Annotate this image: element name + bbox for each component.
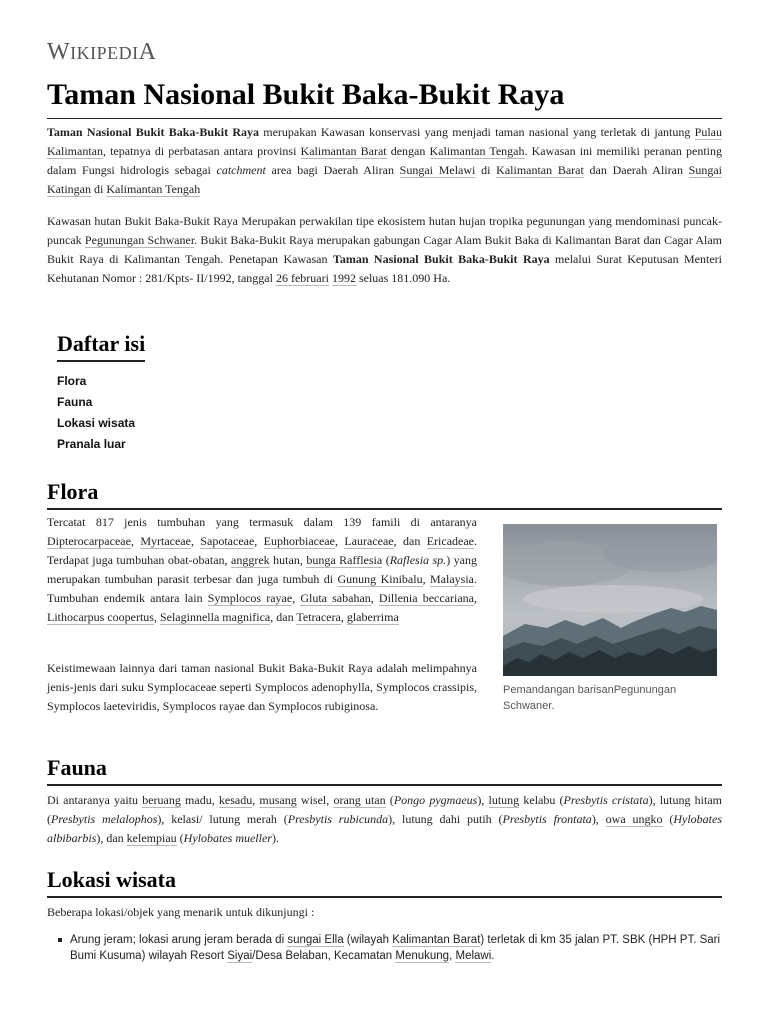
text: ), lutung hitam ( <box>47 793 722 826</box>
text: ( <box>662 812 674 826</box>
toc-title: Daftar isi <box>57 330 145 362</box>
lokasi-list <box>57 932 722 964</box>
text: (wilayah <box>343 934 393 946</box>
text: /Desa Belaban, Kecamatan <box>252 950 396 962</box>
text: Arung jeram; lokasi arung jeram berada di <box>70 934 288 946</box>
toc-item-flora[interactable]: Flora <box>57 374 87 388</box>
text: , <box>474 591 477 605</box>
toc-item-pranala-luar[interactable]: Pranala luar <box>57 437 126 451</box>
text: hutan, <box>269 553 307 567</box>
link-ericadeae[interactable]: Ericadeae <box>426 534 475 548</box>
link-glaberrima[interactable]: glaberrima <box>346 610 399 624</box>
link-kalimantan-tengah[interactable]: Kalimantan Tengah <box>429 144 525 158</box>
page-title: Taman Nasional Bukit Baka-Bukit Raya <box>47 76 722 119</box>
link-pegunungan-schwaner[interactable]: Pegunungan Schwaner <box>84 233 195 247</box>
link-sungai-katingan[interactable]: Sungai Katingan <box>47 163 723 196</box>
toc-item-fauna[interactable]: Fauna <box>57 395 93 409</box>
figure-thumbnail <box>503 524 717 714</box>
text: ), <box>591 812 606 826</box>
text: area bagi Daerah Aliran <box>265 163 400 177</box>
text: dan Daerah Aliran <box>583 163 689 177</box>
logo-small-caps: IKIPEDI <box>70 43 139 63</box>
text: ), kelasi/ lutung merah ( <box>157 812 288 826</box>
text: , <box>370 591 379 605</box>
text: , <box>422 572 430 586</box>
text: ( <box>385 793 394 807</box>
text: , <box>153 610 160 624</box>
text: kelabu ( <box>519 793 564 807</box>
bold-term: Taman Nasional Bukit Baka-Bukit Raya <box>332 252 550 266</box>
text: ( <box>382 553 390 567</box>
lead-paragraph-1 <box>47 123 722 199</box>
italic-term: Presbytis rubicunda <box>287 812 389 826</box>
text: . Kawasan ini memiliki peranan penting dalam Fungsi hidrologis sebagai <box>47 144 722 177</box>
text: . <box>491 950 495 962</box>
link-lutung[interactable]: lutung <box>488 793 520 807</box>
link-bunga-rafflesia[interactable]: bunga Rafflesia <box>306 553 383 567</box>
mountain-landscape-photo[interactable] <box>503 524 717 676</box>
italic-term: Hylobates albibarbis <box>47 812 722 845</box>
link-tetracera[interactable]: Tetracera <box>296 610 341 624</box>
lokasi-intro: Beberapa lokasi/objek yang menarik untuk dikunjungi : <box>47 905 315 919</box>
link-kalimantan-barat[interactable]: Kalimantan Barat <box>300 144 387 158</box>
link-sungai-melawi[interactable]: Sungai Melawi <box>399 163 476 177</box>
link-pulau-kalimantan[interactable]: Pulau Kalimantan <box>47 125 722 158</box>
text: , <box>254 534 264 548</box>
italic-term: catchment <box>216 163 266 177</box>
section-heading-fauna: Fauna <box>47 754 722 786</box>
italic-term: Presbytis cristata <box>563 793 649 807</box>
toc-list <box>57 371 257 455</box>
text: dengan <box>386 144 430 158</box>
text: ). <box>271 831 279 845</box>
link-euphorbiaceae[interactable]: Euphorbiaceae <box>263 534 335 548</box>
lead-paragraph-2 <box>47 212 722 288</box>
fauna-paragraph <box>47 791 722 848</box>
text: , dan <box>270 610 297 624</box>
link-orang-utan[interactable]: orang utan <box>333 793 386 807</box>
text: ) yang merupakan tumbuhan parasit terbesar dan juga tumbuh di <box>47 553 477 586</box>
link-selaginnella-magnifica[interactable]: Selaginnella magnifica <box>159 610 271 624</box>
text: di <box>91 182 107 196</box>
text: Kawasan hutan Bukit Baka-Bukit Raya Merupakan perwakilan tipe ekosistem hutan hujan tropika pegunungan yang mendominasi puncak-puncak <box>47 214 722 247</box>
text: , <box>334 534 345 548</box>
text: di <box>475 163 497 177</box>
link-kalimantan-barat-3[interactable]: Kalimantan Barat <box>392 934 481 946</box>
text: . Terdapat juga tumbuhan obat-obatan, <box>47 534 478 567</box>
link-melawi[interactable]: Melawi <box>455 950 492 962</box>
toc-item-lokasi-wisata[interactable]: Lokasi wisata <box>57 416 136 430</box>
section-heading-lokasi-wisata: Lokasi wisata <box>47 866 722 898</box>
link-kelempiau[interactable]: kelempiau <box>126 831 177 845</box>
section-heading-flora: Flora <box>47 478 722 510</box>
text: ( <box>176 831 184 845</box>
link-symplocos-rayae[interactable]: Symplocos rayae <box>207 591 293 605</box>
text: , <box>449 950 456 962</box>
text: Di antaranya yaitu <box>47 793 143 807</box>
link-kesadu[interactable]: kesadu <box>218 793 253 807</box>
text: , <box>190 534 201 548</box>
link-siyai[interactable]: Siyai <box>227 950 253 962</box>
text: ) terletak di km 35 jalan PT. SBK (HPH PT. Sari Bumi Kusuma) wilayah Resort <box>70 934 721 962</box>
link-menukung[interactable]: Menukung <box>395 950 450 962</box>
link-lithocarpus-coopertus[interactable]: Lithocarpus coopertus <box>47 610 154 624</box>
text: seluas 181.090 Ha. <box>355 271 451 285</box>
italic-term: Presbytis frontata <box>502 812 592 826</box>
list-item <box>57 932 722 964</box>
link-myrtaceae[interactable]: Myrtaceae <box>140 534 191 548</box>
link-malaysia[interactable]: Malaysia <box>430 572 474 586</box>
link-kalimantan-tengah-2[interactable]: Kalimantan Tengah <box>106 182 201 196</box>
logo-first-letter: W <box>47 39 71 65</box>
link-beruang[interactable]: beruang <box>142 793 181 807</box>
text: merupakan Kawasan konservasi yang menjadi taman nasional yang terletak di jantung <box>259 125 695 139</box>
italic-term: Raflesia sp. <box>389 553 447 567</box>
text: ), lutung dahi putih ( <box>388 812 503 826</box>
text: , dan <box>393 534 427 548</box>
link-sungai-ella[interactable]: sungai Ella <box>287 934 344 946</box>
link-gluta-sabahan[interactable]: Gluta sabahan <box>300 591 371 605</box>
text: ), <box>477 793 489 807</box>
link-musang[interactable]: musang <box>259 793 297 807</box>
text: ), dan <box>96 831 127 845</box>
link-lauraceae[interactable]: Lauraceae <box>344 534 394 548</box>
text: Tercatat 817 jenis tumbuhan yang termasuk dalam 139 famili di antaranya <box>47 515 477 529</box>
italic-term: Presbytis melalophos <box>51 812 158 826</box>
bold-term: Taman Nasional Bukit Baka-Bukit Raya <box>47 125 259 139</box>
link-owa-ungko[interactable]: owa ungko <box>605 812 663 826</box>
caption-text: Pemandangan barisan <box>503 684 614 696</box>
text: . Tumbuhan endemik antara lain <box>47 572 477 605</box>
table-of-contents <box>57 330 257 455</box>
link-dipterocarpaceae[interactable]: Dipterocarpaceae <box>47 534 131 548</box>
italic-term: Hylobates mueller <box>183 831 272 845</box>
wikipedia-logo[interactable] <box>47 40 157 64</box>
text: wisel, <box>296 793 334 807</box>
link-gunung-kinibalu[interactable]: Gunung Kinibalu <box>337 572 423 586</box>
text: madu, <box>180 793 219 807</box>
bullet-icon <box>58 938 62 942</box>
text: melalui Surat Keputusan Menteri Kehutanan Nomor : 281/Kpts- II/1992, tanggal <box>47 252 722 285</box>
text: , <box>292 591 301 605</box>
caption-link[interactable]: Pegunungan Schwaner. <box>503 684 677 712</box>
link-anggrek[interactable]: anggrek <box>231 553 270 567</box>
text: , tepatnya di perbatasan antara provinsi <box>102 144 301 158</box>
link-26-februari[interactable]: 26 februari <box>275 271 329 285</box>
figure-caption <box>503 682 717 714</box>
italic-term: Pongo pygmaeus <box>393 793 478 807</box>
link-kalimantan-barat-2[interactable]: Kalimantan Barat <box>496 163 584 177</box>
text: , <box>130 534 141 548</box>
text: , <box>340 610 347 624</box>
logo-last-letter: A <box>138 39 157 65</box>
text: , <box>252 793 260 807</box>
text: . Bukit Baka-Bukit Raya merupakan gabungan Cagar Alam Bukit Baka di Kalimantan Barat dan Cagar Alam Bukit Raya di Kalimantan Tengah. Penetapan Kawasan <box>47 233 722 266</box>
link-dillenia-beccariana[interactable]: Dillenia beccariana <box>378 591 474 605</box>
flora-paragraph-1 <box>47 513 477 627</box>
flora-paragraph-2: Keistimewaan lainnya dari taman nasional Bukit Baka-Bukit Raya adalah melimpahnya jenis-jenis dari suku Symplocaceae seperti Symplocos adenophylla, Symplocos crassipis, Symplocos laeteviridis, Symplocos rayae dan Symplocos rubiginosa. <box>47 661 477 713</box>
link-sapotaceae[interactable]: Sapotaceae <box>200 534 255 548</box>
link-1992[interactable]: 1992 <box>331 271 356 285</box>
